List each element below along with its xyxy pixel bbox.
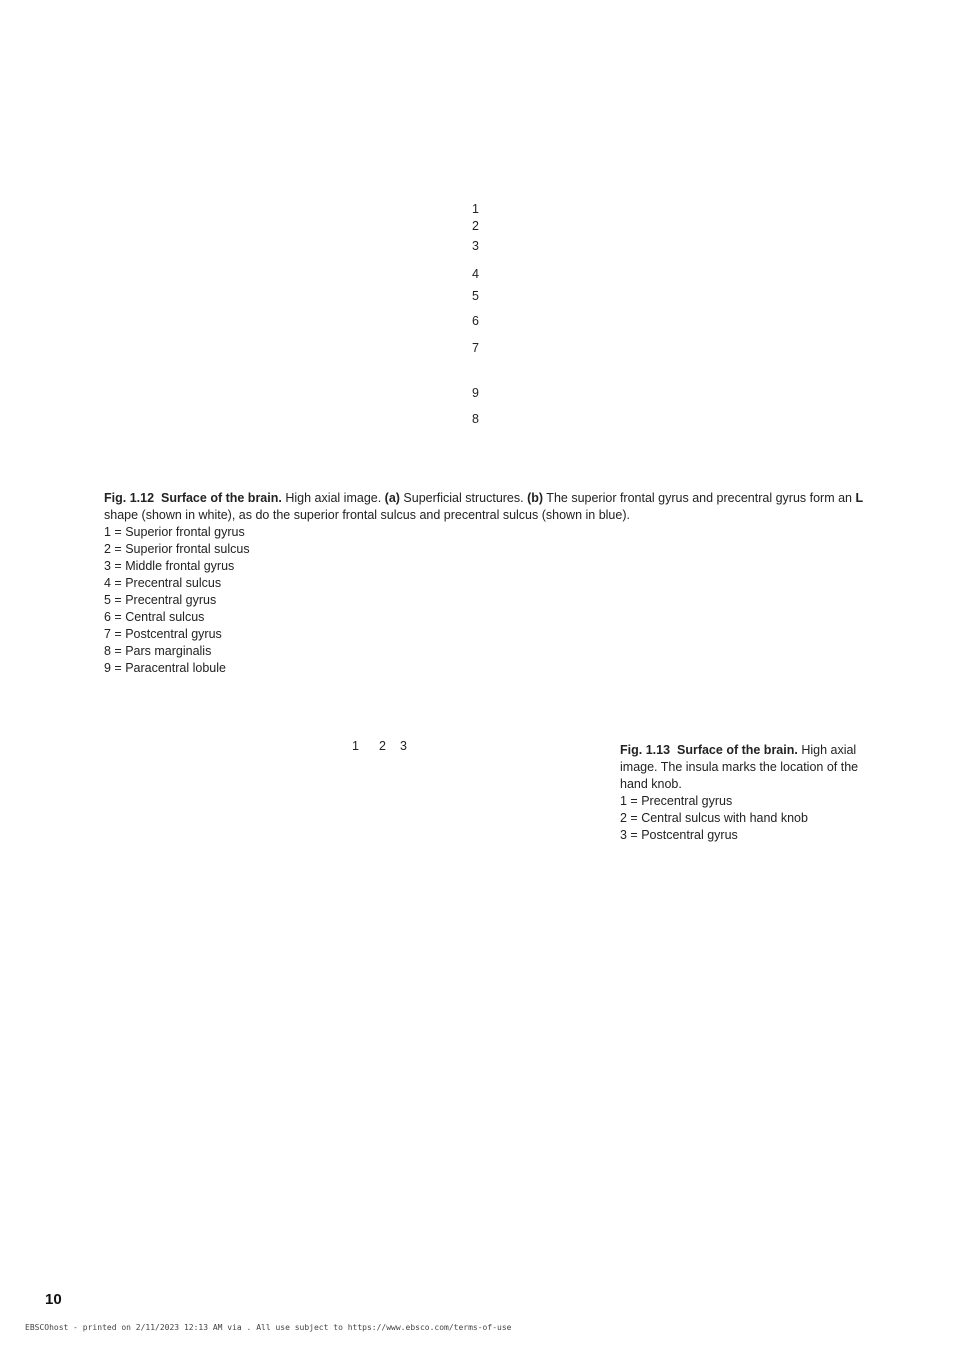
- figure-label: Fig. 1.13: [620, 743, 671, 757]
- legend-item: 5 = Precentral gyrus: [104, 593, 217, 607]
- figure-marker-1: 1: [352, 739, 359, 753]
- legend-item: 1 = Superior frontal gyrus: [104, 525, 245, 539]
- figure-marker-6: 6: [472, 314, 479, 328]
- figure-label: Fig. 1.12: [104, 491, 155, 505]
- figure-legend: [104, 524, 884, 677]
- figure-marker-5: 5: [472, 289, 479, 303]
- legend-item: 6 = Central sulcus: [104, 610, 205, 624]
- figure-marker-7: 7: [472, 341, 479, 355]
- print-footer: EBSCOhost - printed on 2/11/2023 12:13 AM via . All use subject to https://www.ebsco.com/terms-of-use: [25, 1323, 512, 1332]
- legend-item: 3 = Middle frontal gyrus: [104, 559, 235, 573]
- caption-segment: The superior frontal gyrus and precentral gyrus form an: [543, 491, 856, 505]
- figure-marker-3: 3: [472, 239, 479, 253]
- page-number: 10: [45, 1291, 62, 1308]
- figure-marker-1: 1: [472, 202, 479, 216]
- caption-segment: High axial image. The insula marks the location of the hand knob.: [620, 743, 859, 791]
- figure-marker-9: 9: [472, 386, 479, 400]
- legend-item: 7 = Postcentral gyrus: [104, 627, 222, 641]
- legend-item: 3 = Postcentral gyrus: [620, 828, 738, 842]
- legend-item: 2 = Superior frontal sulcus: [104, 542, 250, 556]
- figure-title: Surface of the brain.: [676, 743, 798, 757]
- figure-marker-2: 2: [472, 219, 479, 233]
- legend-item: 8 = Pars marginalis: [104, 644, 212, 658]
- figure-marker-4: 4: [472, 267, 479, 281]
- caption-segment: shape (shown in white), as do the superior frontal sulcus and precentral sulcus (shown in blue).: [104, 508, 630, 522]
- caption-text: [620, 742, 875, 793]
- legend-item: 2 = Central sulcus with hand knob: [620, 811, 808, 825]
- legend-item: 1 = Precentral gyrus: [620, 794, 733, 808]
- figure-legend: [620, 793, 875, 844]
- figure-1-13-caption: [620, 742, 875, 844]
- figure-marker-2: 2: [379, 739, 386, 753]
- legend-item: 4 = Precentral sulcus: [104, 576, 222, 590]
- caption-segment: Superficial structures.: [399, 491, 528, 505]
- figure-marker-3: 3: [400, 739, 407, 753]
- panel-label-a: (a): [384, 491, 400, 505]
- caption-segment: High axial image.: [281, 491, 385, 505]
- figure-1-12-caption: [104, 490, 884, 677]
- legend-item: 9 = Paracentral lobule: [104, 661, 226, 675]
- figure-marker-8: 8: [472, 412, 479, 426]
- caption-text: [104, 490, 884, 524]
- panel-label-b: (b): [527, 491, 544, 505]
- l-shape-label: L: [855, 491, 864, 505]
- figure-title: Surface of the brain.: [160, 491, 282, 505]
